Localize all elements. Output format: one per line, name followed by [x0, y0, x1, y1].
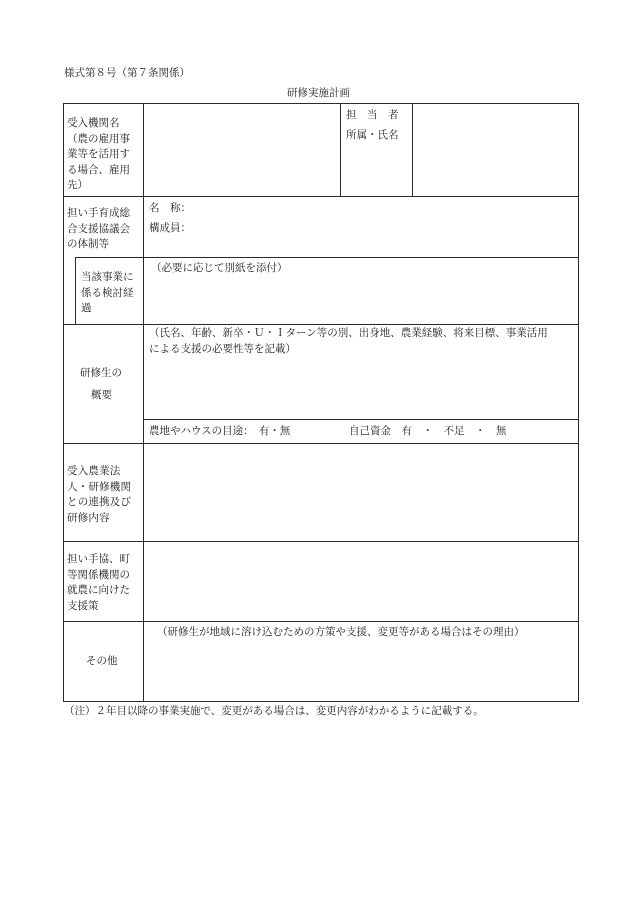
support-council-label: 担い手育成総 合支援協議会 の体制等: [67, 207, 130, 250]
other-label: その他: [86, 655, 118, 667]
staff-label: 担 当 者: [346, 109, 399, 121]
form-number: 様式第８号（第７条関係）: [64, 67, 190, 79]
other-note: （研修生が地域に溶け込むための方策や支援、変更等がある場合はその理由）: [157, 626, 525, 638]
own-funds-label: 自己資金 有 ・ 不足 ・ 無: [349, 425, 507, 437]
review-process-note: （必要に応じて別紙を添付）: [151, 262, 288, 274]
council-field[interactable]: [144, 198, 578, 256]
council-name-label: 名 称：: [149, 202, 191, 214]
land-availability-label: 農地やハウスの目途： 有・無: [149, 425, 291, 437]
trainee-label: 研修生の: [80, 367, 122, 379]
employment-support-field[interactable]: [144, 543, 578, 620]
review-process-label: 当該事業に 係る検討経 過: [81, 271, 134, 314]
footnote: （注）２年目以降の事業実施で、変更がある場合は、変更内容がわかるように記載する。: [64, 705, 484, 717]
cooperation-label: 受入農業法 人・研修機関 との連携及び 研修内容: [67, 465, 132, 524]
staff-name-field[interactable]: [413, 104, 578, 196]
cooperation-field[interactable]: [144, 445, 578, 540]
council-members-label: 構成員：: [149, 222, 191, 234]
staff-affiliation-label: 所属・氏名: [346, 129, 399, 141]
host-organization-label: 受入機関名 （農の雇用事 業等を活用す る場合、雇用 先）: [67, 117, 130, 191]
page-title: 研修実施計画: [287, 87, 350, 99]
employment-support-label: 担い手協、町 等関係機関の 就農に向けた 支援策: [67, 553, 130, 612]
host-organization-field[interactable]: [144, 104, 340, 196]
trainee-note: （氏名、年齢、新卒・Ｕ・Ｉターン等の別、出身地、農業経験、将来目標、事業活用 による支援の必要性等を記載）: [149, 327, 548, 355]
trainee-label-summary: 概要: [91, 389, 112, 401]
